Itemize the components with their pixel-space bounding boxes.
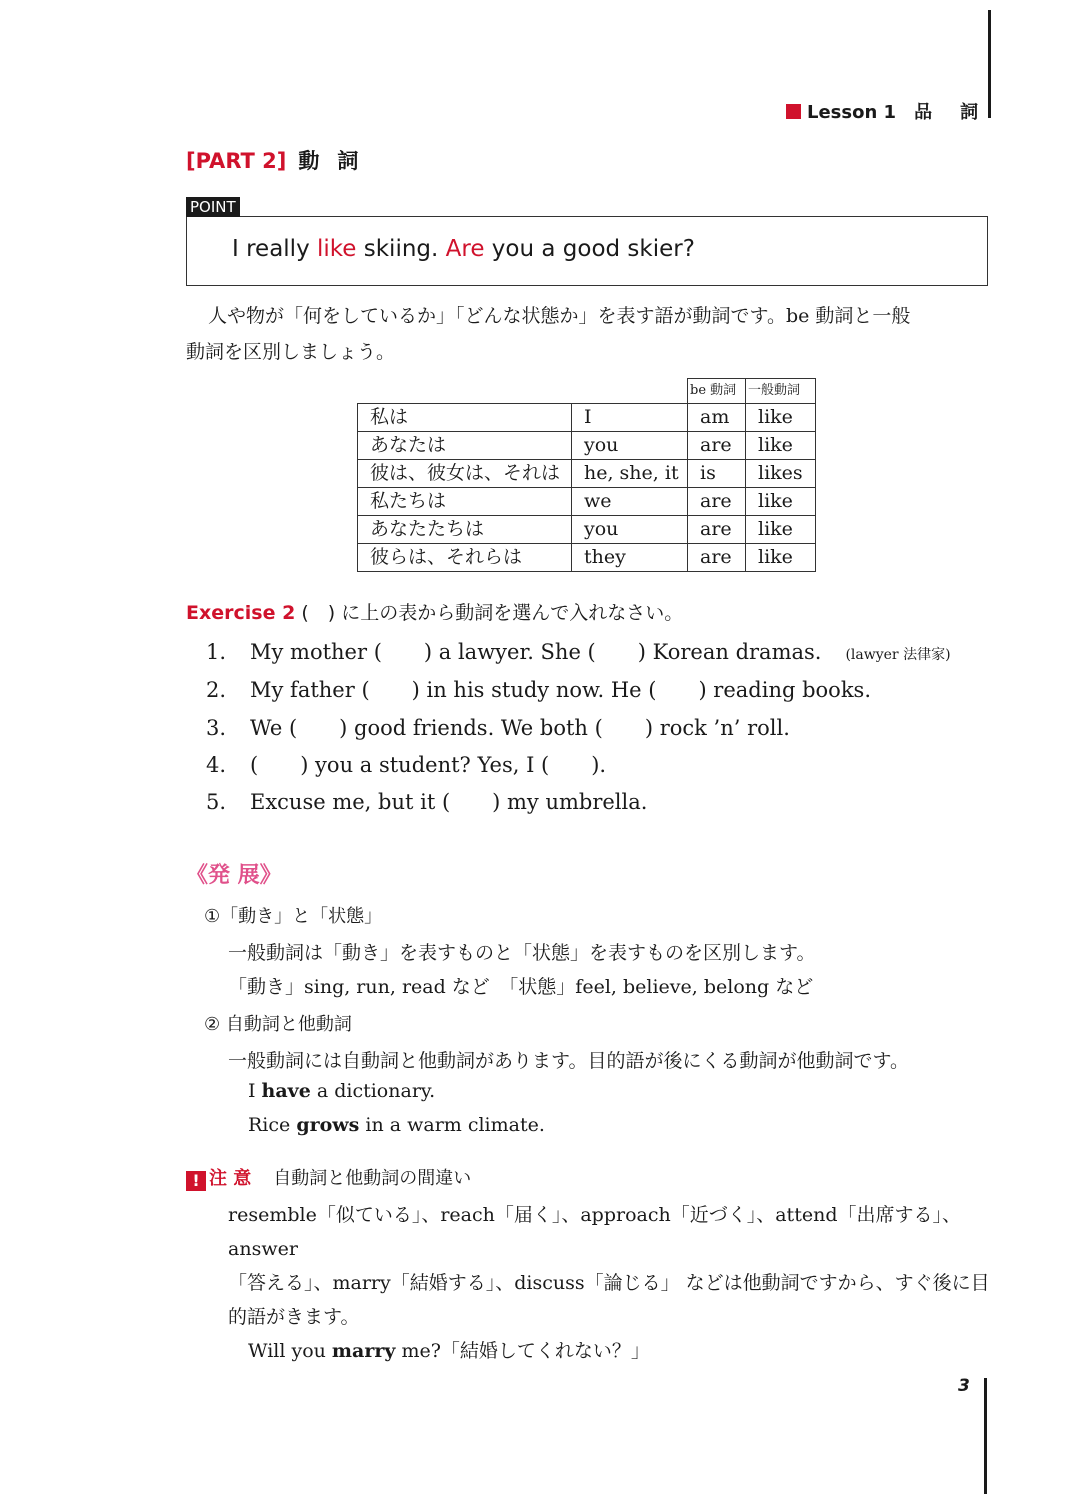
table-cell: 彼らは、それらは — [358, 544, 572, 572]
exclamation-icon: ! — [186, 1171, 206, 1191]
exercise-tag: Exercise 2 — [186, 602, 296, 624]
exercise-title — [186, 598, 683, 625]
example-text: me?「結婚してくれない？」 — [395, 1340, 650, 1362]
example-sentence — [248, 1114, 545, 1136]
exercise-item — [206, 674, 871, 704]
example-verb: have — [261, 1080, 311, 1102]
caution-line: 的語がきます。 — [228, 1306, 360, 1328]
table-header-row — [358, 379, 816, 404]
page-number: 3 — [958, 1376, 970, 1396]
exercise-item — [206, 749, 606, 779]
item-text: My father ( ) in his study now. He ( ) reading books. — [250, 678, 872, 702]
point-highlight-verb: Are — [445, 236, 485, 262]
item-text: We ( ) good friends. We both ( ) rock ’n’ roll. — [250, 716, 790, 740]
item-text: ( ) you a student? Yes, I ( ). — [250, 753, 607, 777]
table-cell: like — [746, 488, 816, 516]
example-text: in a warm climate. — [359, 1114, 545, 1136]
exercise-item — [206, 712, 790, 742]
item-number: 1. — [206, 640, 227, 664]
table-cell: you — [572, 516, 688, 544]
header-general-verb: 一般動詞 — [746, 379, 816, 404]
item-number: 5. — [206, 790, 227, 814]
table-cell: are — [688, 432, 746, 460]
example-verb: grows — [296, 1114, 360, 1136]
header-be-verb: be 動詞 — [688, 379, 746, 404]
table-cell: likes — [746, 460, 816, 488]
point-highlight-verb: like — [317, 236, 357, 262]
example-text: I — [248, 1080, 262, 1102]
item-number: 2. — [206, 678, 227, 702]
development-section1-title: ①「動き」と「状態」 — [204, 906, 383, 927]
lesson-topic: 品詞 — [914, 102, 1007, 123]
caution-label: 注 意 — [209, 1168, 252, 1189]
table-cell: like — [746, 404, 816, 432]
red-square-icon — [786, 104, 801, 119]
exercise-instruction: ( ) に上の表から動詞を選んで入れなさい。 — [295, 602, 684, 624]
intro-paragraph — [186, 298, 992, 370]
example-sentence — [248, 1080, 435, 1102]
item-text: My mother ( ) a lawyer. She ( ) Korean dramas. — [250, 640, 822, 664]
lesson-label: Lesson 1 — [807, 102, 897, 123]
caution-example — [228, 1334, 994, 1368]
table-cell: like — [746, 432, 816, 460]
table-cell: 私たちは — [358, 488, 572, 516]
table-row — [358, 460, 816, 488]
example-verb: marry — [331, 1340, 396, 1362]
table-cell: あなたたちは — [358, 516, 572, 544]
table-cell: they — [572, 544, 688, 572]
table-cell: like — [746, 516, 816, 544]
table-cell: 私は — [358, 404, 572, 432]
table-cell: 彼は、彼女は、それは — [358, 460, 572, 488]
development-section1-line: 「動き」sing, run, read など 「状態」feel, believe, belong など — [228, 976, 814, 998]
point-text: you a good skier? — [484, 236, 695, 262]
caution-title — [186, 1164, 471, 1191]
table-cell: we — [572, 488, 688, 516]
verb-conjugation-table — [357, 378, 816, 572]
table-cell: are — [688, 516, 746, 544]
caution-heading: 自動詞と他動詞の間違い — [273, 1168, 472, 1189]
caution-line: resemble「似ている」、reach「届く」、approach「近づく」、attend「出席する」、answer — [228, 1204, 961, 1260]
exercise-item — [206, 786, 647, 816]
table-cell: you — [572, 432, 688, 460]
example-text: Rice — [248, 1114, 297, 1136]
part-heading: 動詞 — [298, 149, 377, 173]
table-row — [358, 432, 816, 460]
item-number: 3. — [206, 716, 227, 740]
development-section2-line: 一般動詞には自動詞と他動詞があります。目的語が後にくる動詞が他動詞です。 — [228, 1050, 909, 1072]
table-row — [358, 404, 816, 432]
table-cell: あなたは — [358, 432, 572, 460]
development-title: 《発 展》 — [186, 863, 282, 888]
part-tag: [PART 2] — [186, 149, 287, 173]
example-text: Will you — [248, 1340, 332, 1362]
item-text: Excuse me, but it ( ) my umbrella. — [250, 790, 648, 814]
intro-line: 人や物が「何をしているか」「どんな状態か」を表す語が動詞です。be 動詞と一般 — [208, 305, 911, 327]
table-row — [358, 488, 816, 516]
item-note: (lawyer 法律家) — [845, 647, 951, 663]
development-section1-line: 一般動詞は「動き」を表すものと「状態」を表すものを区別します。 — [228, 942, 816, 964]
point-text: skiing. — [356, 236, 446, 262]
point-label: POINT — [186, 197, 240, 217]
caution-body — [228, 1198, 994, 1368]
table-cell: I — [572, 404, 688, 432]
part-title — [186, 145, 376, 175]
point-text: I really — [232, 236, 317, 262]
table-row — [358, 544, 816, 572]
exercise-item — [206, 636, 951, 666]
caution-line: 「答える」、marry「結婚する」、discuss「論じる」 などは他動詞ですから、すぐ後に目 — [228, 1272, 990, 1294]
table-cell: he, she, it — [572, 460, 688, 488]
item-number: 4. — [206, 753, 227, 777]
development-section2-title: ② 自動詞と他動詞 — [204, 1014, 352, 1035]
lesson-header — [786, 98, 1006, 124]
table-cell: are — [688, 544, 746, 572]
table-cell: like — [746, 544, 816, 572]
table-row — [358, 516, 816, 544]
example-text: a dictionary. — [310, 1080, 436, 1102]
point-sentence — [232, 236, 695, 262]
table-cell: are — [688, 488, 746, 516]
intro-line: 動詞を区別しましょう。 — [186, 341, 396, 363]
table-cell: is — [688, 460, 746, 488]
page-edge-rule-bottom — [984, 1378, 987, 1494]
table-cell: am — [688, 404, 746, 432]
